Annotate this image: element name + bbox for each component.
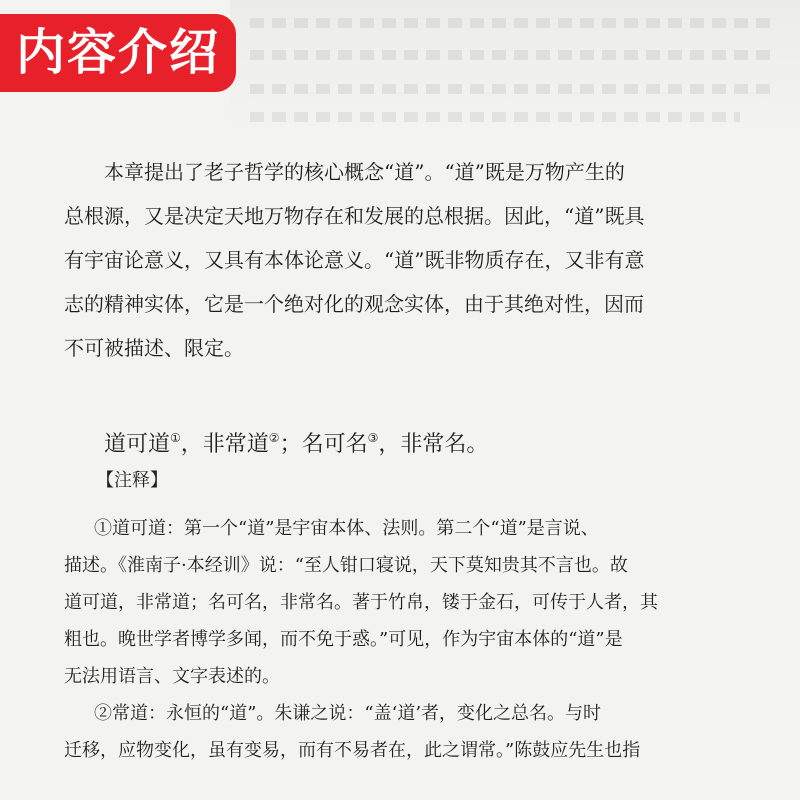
note-1-line: ①道可道：第一个“道”是宇宙本体、法则。第二个“道”是言说、 [94,518,599,539]
note-1-line: 描述。《淮南子·本经训》说：“至人钳口寝说，天下莫知贵其不言也。故 [64,555,628,576]
verse-part: 道可道 [104,432,171,457]
faded-previous-page-text [230,0,800,130]
summary-line: 有宇宙论意义，又具有本体论意义。“道”既非物质存在，又非有意 [64,248,645,272]
summary-line: 本章提出了老子哲学的核心概念“道”。“道”既是万物产生的 [104,160,625,184]
verse-part: ，非常名。 [378,432,489,457]
note-2-line: 迁移，应物变化，虽有变易，而有不易者在，此之谓常。”陈鼓应先生也指 [64,740,641,761]
summary-line: 总根源，又是决定天地万物存在和发展的总根据。因此，“道”既具 [64,204,645,228]
footnote-marker: ① [170,431,181,445]
verse-part: ，非常道 [180,432,269,457]
notes-heading: 【注释】 [96,470,168,491]
chapter-summary [64,150,754,370]
note-1-line: 无法用语言、文字表述的。 [64,666,280,687]
content-intro-badge: 内容介绍 [0,14,236,92]
verse-text [104,418,488,465]
note-1-line: 粗也。晚世学者博学多闻，而不免于惑。”可见，作为宇宙本体的“道”是 [64,629,623,650]
summary-line: 不可被描述、限定。 [64,336,244,360]
annotation-notes [64,510,764,769]
verse-part: ；名可名 [279,432,368,457]
footnote-marker: ③ [367,431,379,445]
note-1-line: 道可道，非常道；名可名，非常名。著于竹帛，镂于金石，可传于人者，其 [64,592,658,613]
summary-line: 志的精神实体，它是一个绝对化的观念实体，由于其绝对性，因而 [64,292,644,316]
note-2-line: ②常道：永恒的“道”。朱谦之说：“盖‘道’者，变化之总名。与时 [94,703,602,724]
footnote-marker: ② [268,431,280,445]
